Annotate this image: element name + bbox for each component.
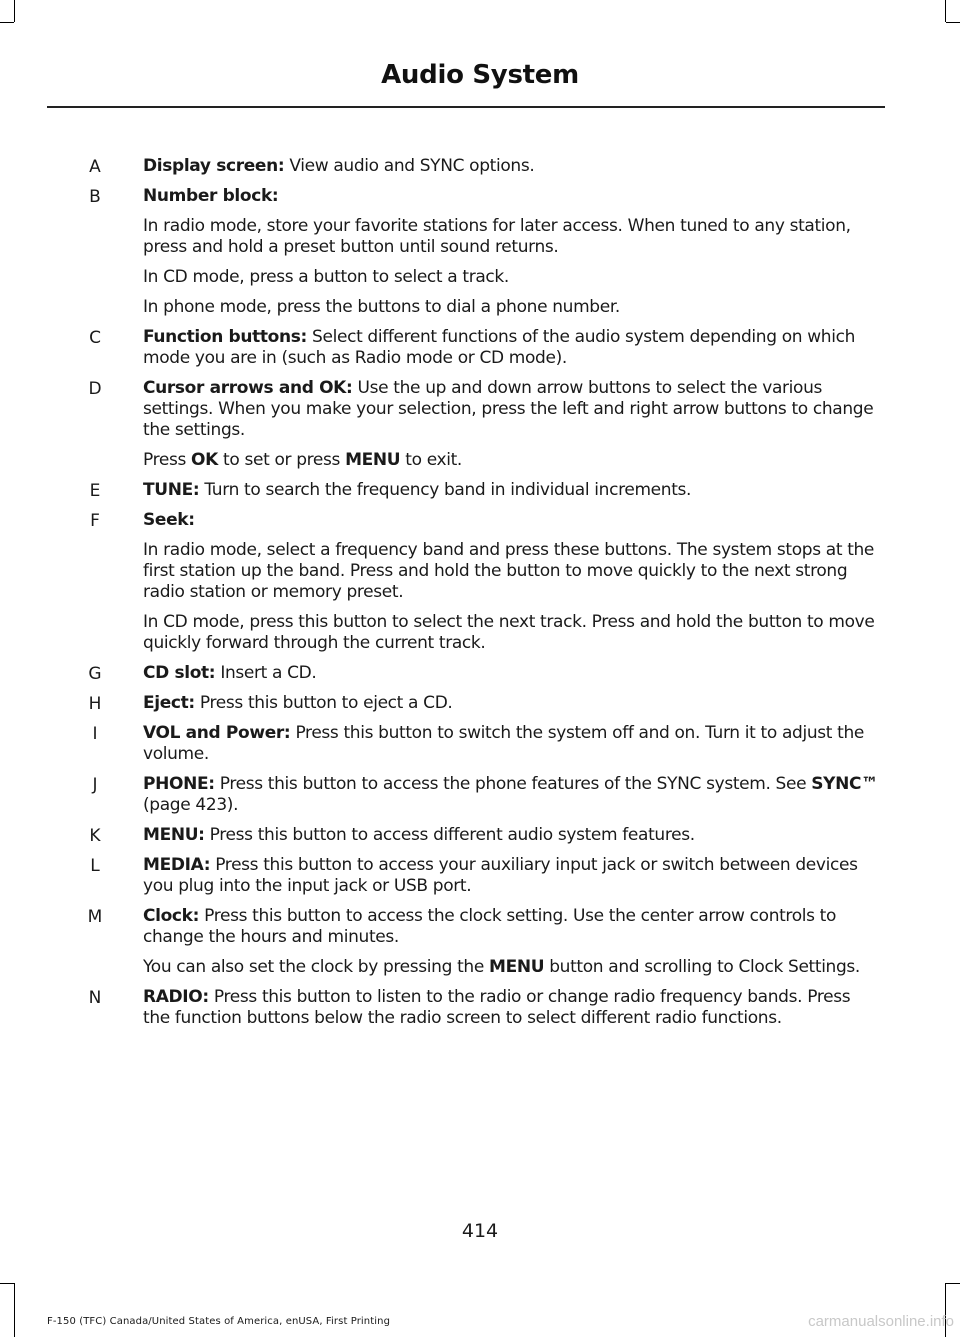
legend-term: Seek: <box>143 510 195 530</box>
legend-item-g <box>0 663 960 684</box>
legend-detail: In radio mode, select a frequency band and press these buttons. The system stops at the first station up the band. Press and hold the button to move quickly to the next strong radio station or memory preset. <box>143 540 875 602</box>
legend-detail: In CD mode, press this button to select the next track. Press and hold the button to move quickly forward through the current track. <box>143 612 875 653</box>
legend-detail: In CD mode, press a button to select a track. <box>143 267 509 287</box>
legend-letter: E <box>89 481 101 501</box>
legend-letter: I <box>92 724 98 744</box>
legend-item-d <box>0 378 960 471</box>
legend-letter: A <box>89 157 101 177</box>
watermark-text: carmanualsonline.info <box>808 1313 954 1330</box>
legend-description <box>143 186 878 207</box>
legend-term: Function buttons: <box>143 327 307 347</box>
legend-term: Cursor arrows and OK: <box>143 378 353 398</box>
crop-mark-top-left-h <box>0 22 14 23</box>
legend-term: PHONE: <box>143 774 215 794</box>
legend-term: VOL and Power: <box>143 723 291 743</box>
text-run: Press <box>143 450 192 470</box>
edition-footer: F-150 (TFC) Canada/United States of America, enUSA, First Printing <box>47 1316 391 1327</box>
text-run: to exit. <box>400 450 462 470</box>
legend-description <box>143 510 878 531</box>
legend-term: TUNE: <box>143 480 200 500</box>
legend-detail <box>143 957 878 978</box>
legend-item-b <box>0 186 960 318</box>
page-number: 414 <box>461 1220 499 1242</box>
legend-letter: B <box>89 187 101 207</box>
legend-term: MENU: <box>143 825 205 845</box>
legend-description <box>143 906 878 948</box>
legend-item-i <box>0 723 960 765</box>
legend-text: View audio and SYNC options. <box>284 156 535 176</box>
menu-button-ref: MENU <box>345 450 401 470</box>
legend-description <box>143 693 878 714</box>
legend-text: Press this button to access the clock setting. Use the center arrow controls to change the hours and minutes. <box>143 906 837 947</box>
ok-button-ref: OK <box>191 450 218 470</box>
legend-text: Press this button to access different audio system features. <box>204 825 695 845</box>
legend-letter: G <box>88 664 102 684</box>
page-title: Audio System <box>381 60 579 90</box>
legend-text: Press this button to listen to the radio or change radio frequency bands. Press the function buttons below the radio screen to select different radio functions. <box>143 987 851 1028</box>
text-run: button and scrolling to Clock Settings. <box>544 957 860 977</box>
crop-mark-top-right <box>945 0 946 22</box>
text-run: You can also set the clock by pressing the <box>143 957 489 977</box>
legend-term: CD slot: <box>143 663 216 683</box>
legend-item-k <box>0 825 960 846</box>
legend-text: Press this button to switch the system off and on. Turn it to adjust the volume. <box>143 723 864 764</box>
legend-term: Eject: <box>143 693 195 713</box>
legend-term: Clock: <box>143 906 200 926</box>
legend-description <box>143 855 878 897</box>
legend-description <box>143 378 878 441</box>
legend-item-m <box>0 906 960 978</box>
crop-mark-bottom-left-h <box>0 1283 14 1284</box>
legend-text: Press this button to access the phone features of the SYNC system. See <box>214 774 812 794</box>
legend-term: MEDIA: <box>143 855 211 875</box>
crop-mark-top-right-h <box>946 22 960 23</box>
crop-mark-top-left <box>14 0 15 22</box>
legend-term: Display screen: <box>143 156 285 176</box>
legend-description <box>143 774 878 816</box>
sync-page-link[interactable]: SYNC™ <box>811 774 878 794</box>
legend-item-h <box>0 693 960 714</box>
legend-description <box>143 480 878 501</box>
legend-description <box>143 327 878 369</box>
legend-list <box>0 156 960 1038</box>
legend-letter: K <box>89 826 101 846</box>
legend-term: Number block: <box>143 186 279 206</box>
legend-detail: In phone mode, press the buttons to dial a phone number. <box>143 297 620 317</box>
legend-term: RADIO: <box>143 987 209 1007</box>
legend-item-f <box>0 510 960 654</box>
legend-letter: N <box>88 988 102 1008</box>
legend-letter: J <box>92 775 98 795</box>
legend-item-c <box>0 327 960 369</box>
legend-letter: H <box>88 694 102 714</box>
legend-item-l <box>0 855 960 897</box>
crop-mark-bottom-left <box>14 1283 15 1337</box>
legend-letter: C <box>89 328 101 348</box>
legend-item-e <box>0 480 960 501</box>
legend-text: Press this button to access your auxiliary input jack or switch between devices you plug into the input jack or USB port. <box>143 855 858 896</box>
menu-button-ref: MENU <box>489 957 545 977</box>
crop-mark-bottom-right-h <box>946 1283 960 1284</box>
legend-item-a <box>0 156 960 177</box>
legend-detail <box>143 450 878 471</box>
legend-text: Use the up and down arrow buttons to select the various settings. When you make your selection, press the left and right arrow buttons to change the settings. <box>143 378 874 440</box>
legend-item-j <box>0 774 960 816</box>
legend-letter: L <box>90 856 100 876</box>
legend-detail: In radio mode, store your favorite stations for later access. When tuned to any station, press and hold a preset button until sound returns. <box>143 216 851 257</box>
legend-text: Insert a CD. <box>215 663 317 683</box>
legend-text: Press this button to eject a CD. <box>194 693 453 713</box>
legend-description <box>143 156 878 177</box>
legend-letter: D <box>88 379 102 399</box>
legend-text: Select different functions of the audio system depending on which mode you are in (such as Radio mode or CD mode). <box>143 327 856 368</box>
legend-description <box>143 825 878 846</box>
legend-description <box>143 663 878 684</box>
legend-letter: F <box>90 511 100 531</box>
title-divider <box>47 106 885 108</box>
legend-description <box>143 723 878 765</box>
legend-text: Turn to search the frequency band in individual increments. <box>199 480 692 500</box>
legend-text: (page 423). <box>143 795 239 815</box>
legend-item-n <box>0 987 960 1029</box>
text-run: to set or press <box>217 450 346 470</box>
legend-letter: M <box>87 907 103 927</box>
legend-description <box>143 987 878 1029</box>
